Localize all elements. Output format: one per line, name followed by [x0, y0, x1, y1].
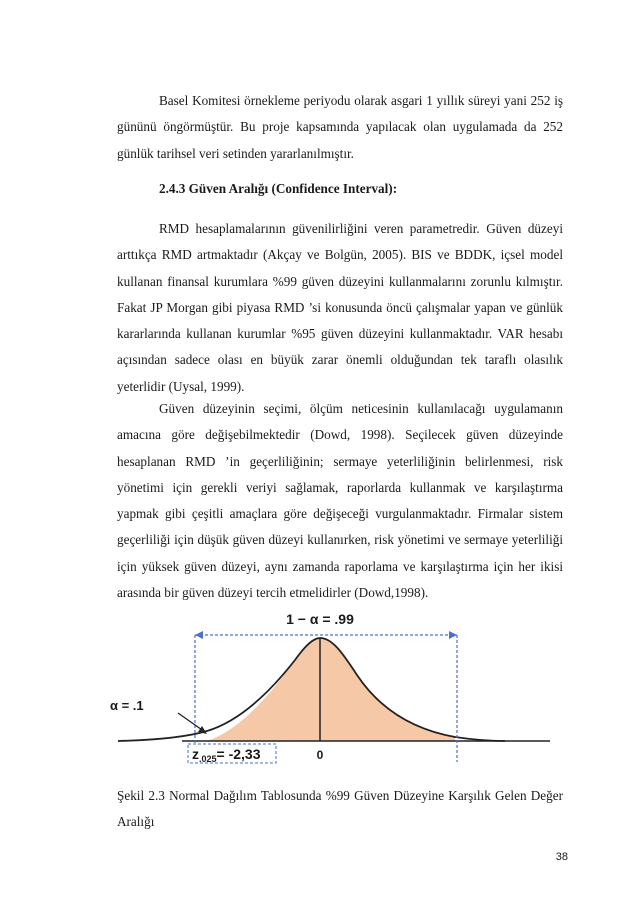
z-value: = -2,33: [216, 746, 261, 762]
figure-caption: Şekil 2.3 Normal Dağılım Tablosunda %99 Güven Düzeyine Karşılık Gelen Değer Aralığı: [117, 788, 563, 829]
z-symbol: z: [192, 746, 199, 762]
normal-distribution-svg: [110, 600, 550, 770]
section-heading: 2.4.3 Güven Aralığı (Confidence Interval):: [159, 181, 398, 196]
z-subscript: .025: [199, 754, 217, 764]
mean-zero-label: 0: [316, 748, 324, 762]
normal-distribution-figure: [110, 600, 550, 770]
paragraph-confidence-choice: Güven düzeyinin seçimi, ölçüm neticesinin kullanılacağı uygulamanın amacına göre değişebilmektedir (Dowd, 1998). Seçilecek güven düzeyinde hesaplanan RMD ’in geçerliliğinin; sermaye yeterliliğinin belirlenmesi, risk yönetimi için gerekli veriyi sağlamak, raporlarda kullanmak ve karşılaştırma yapmak gibi çeşitli amaçlara göre değişeceği vurgulanmaktadır. Firmalar sistem geçerliliği için düşük güven düzeyi kullanırken, risk yönetimi ve sermaye yeterliliği için yüksek güven düzeyi, aynı zamanda raporlama ve karşılaştırma için her ikisi arasında bir güven düzeyi tercih etmelidirler (Dowd,1998).: [117, 401, 563, 601]
paragraph-basel: Basel Komitesi örnekleme periyodu olarak asgari 1 yıllık süreyi yani 252 iş gününü öngörmüştür. Bu proje kapsamında yapılacak olan uygulamada da 252 günlük tarihsel veri setinden yararlanılmıştır.: [117, 93, 563, 161]
paragraph-confidence-definition: RMD hesaplamalarının güvenilirliğini veren parametredir. Güven düzeyi arttıkça RMD artmaktadır (Akçay ve Bolgün, 2005). BIS ve BDDK, içsel model kullanan finansal kurumlara %99 güven düzeyini kullanmalarını zorunlu kılmıştır. Fakat JP Morgan gibi piyasa RMD ’si konusunda öncü çalışmalar yapan ve günlük kararlarında kullanan kurumlar %95 güven düzeyini kullanmaktadır. VAR hesabı açısından sadece olası en büyük zarar önemli olduğundan tek taraflı olasılık yeterlidir (Uysal, 1999).: [117, 221, 563, 394]
confidence-level-label: 1 − α = .99: [286, 611, 354, 627]
page-number: 38: [555, 851, 568, 863]
alpha-label: α = .1: [110, 698, 144, 713]
